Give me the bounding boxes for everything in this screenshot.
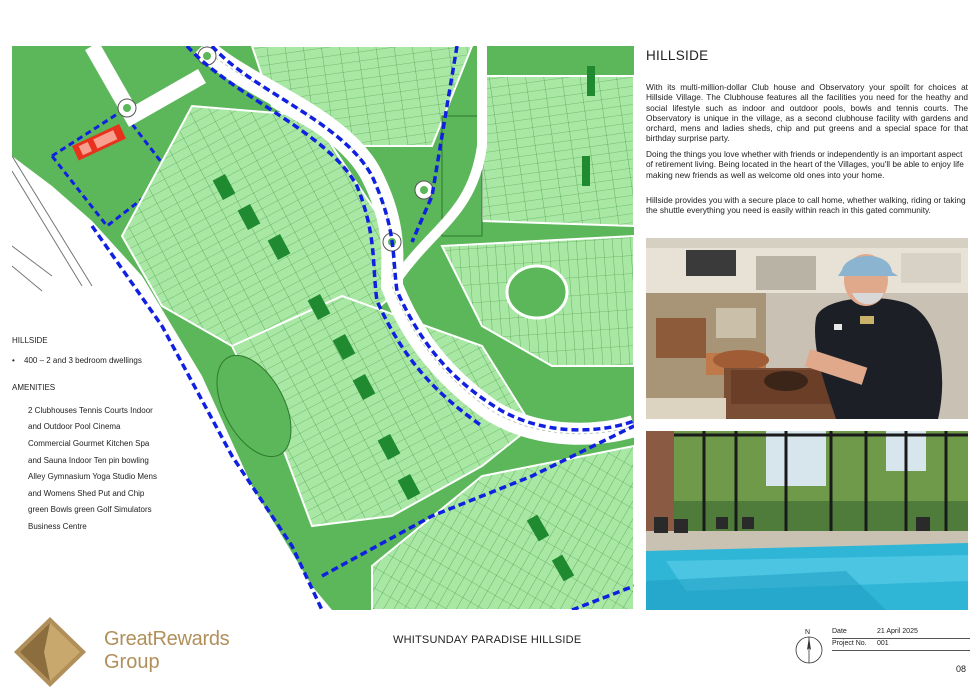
amenities-line: green Bowls green Golf Simulators xyxy=(28,505,152,515)
bullet-icon: • xyxy=(12,355,15,365)
amenities-line: 2 Clubhouses Tennis Courts Indoor xyxy=(28,405,153,415)
project-no-value: 001 xyxy=(877,640,889,647)
amenities-label: AMENITIES xyxy=(12,383,56,393)
date-row xyxy=(832,627,970,639)
amenities-line: Alley Gymnasium Yoga Studio Mens xyxy=(28,472,157,482)
project-no-row xyxy=(832,639,970,651)
project-title: WHITSUNDAY PARADISE HILLSIDE xyxy=(393,634,582,646)
amenities-line: and Sauna Indoor Ten pin bowling xyxy=(28,455,149,465)
hillside-info-panel xyxy=(12,336,192,536)
lifestyle-paragraph: Doing the things you love whether with friends or independently is an important aspect of retirement living. Being located in the heart of the Villages, you'll be able to enjoy life making new friends as well as welcome old ones into your home. xyxy=(646,149,964,180)
project-no-label: Project No. xyxy=(832,640,867,647)
amenities-line: Business Centre xyxy=(28,521,87,531)
amenities-line: and Outdoor Pool Cinema xyxy=(28,422,121,432)
date-value: 21 April 2025 xyxy=(877,628,918,635)
hillside-label: HILLSIDE xyxy=(12,336,48,345)
amenities-line: Commercial Gourmet Kitchen Spa xyxy=(28,438,150,448)
intro-paragraph: With its multi-million-dollar Club house and Observatory your spoilt for choices at Hillside Village. The Clubhouse features all the facilities you need for the heathy and social lifestyle such as indoor and outdoor pools, bowls and tennis courts. The Observatory is unique in the village, as a second clubhouse facility with gardens and orchard, mens and ladies sheds, chip and put greens and a special space for that birthday surprise party. xyxy=(646,82,968,144)
amenities-line: and Womens Shed Put and Chip xyxy=(28,488,145,498)
dwellings-bullet xyxy=(12,356,192,366)
north-label: N xyxy=(805,629,811,636)
project-meta-table xyxy=(832,627,970,651)
brand-name: GreatRewards xyxy=(104,628,230,650)
amenities-list xyxy=(28,403,192,536)
page-number: 08 xyxy=(956,664,967,674)
date-label: Date xyxy=(832,628,847,635)
central-park xyxy=(507,266,567,318)
workshop-photo xyxy=(646,238,968,419)
indoor-pool-photo xyxy=(646,431,968,610)
page-title: HILLSIDE xyxy=(646,48,709,63)
security-paragraph: Hillside provides you with a secure place to call home, whether walking, riding or taking the shuttle everything you need is easily within reach in this gated community. xyxy=(646,195,966,216)
north-arrow-icon xyxy=(794,626,824,666)
dwellings-text: 400 – 2 and 3 bedroom dwellings xyxy=(24,355,142,365)
brand-group: Group xyxy=(104,651,160,673)
lot-area-northeast xyxy=(482,76,634,226)
